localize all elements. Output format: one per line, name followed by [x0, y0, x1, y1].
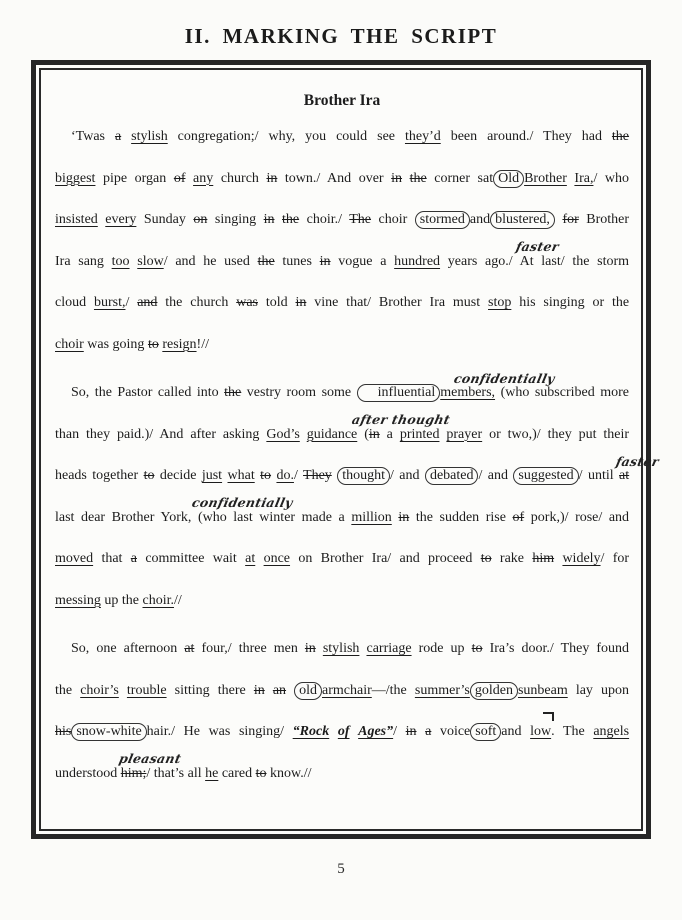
word: than they paid.)/ And after asking [55, 426, 260, 442]
underlined-word: low [530, 724, 551, 739]
word: on Brother Ira/ and proceed [298, 551, 473, 566]
underlined-word: too [111, 253, 130, 269]
word: voice [439, 724, 471, 739]
struck-word: to [255, 765, 267, 781]
word: his singing or the [519, 295, 630, 310]
struck-word: in [319, 253, 331, 269]
struck-word: of [173, 170, 186, 186]
word: the [55, 682, 73, 698]
word: pork,)/ rose/ and [530, 509, 630, 525]
underlined-word: they’d [404, 129, 441, 144]
struck-word: to [143, 468, 155, 483]
word: / [478, 468, 483, 483]
struck-word: in [253, 682, 265, 698]
underlined-word: summer’s [414, 682, 470, 698]
struck-word: at [184, 641, 195, 656]
struck-word: the [224, 385, 242, 400]
word: / [393, 724, 398, 739]
word: / [389, 468, 394, 483]
word: / that’s all [146, 765, 202, 781]
word: rake [499, 551, 524, 566]
word: and [487, 468, 508, 483]
word: vogue a [338, 253, 387, 269]
page-title: II. MARKING THE SCRIPT [184, 24, 498, 48]
word: decide [159, 468, 197, 483]
script-line [55, 241, 629, 283]
word: heads together [55, 468, 139, 483]
underlined-word: trouble [126, 682, 167, 698]
word: committee wait [145, 551, 237, 566]
script-content [41, 70, 661, 829]
word: understood [55, 765, 118, 781]
word: church [220, 170, 259, 186]
struck-word: in [368, 426, 380, 442]
underlined-word: slow [137, 253, 164, 269]
underlined-word: choir. [142, 592, 174, 608]
circled-word: suggested [513, 467, 578, 485]
underlined-word: messing [55, 592, 101, 608]
script-line [55, 753, 629, 795]
handwritten-note: pleasant [117, 751, 183, 766]
song-title-word: of [337, 724, 350, 739]
underlined-word: once [263, 551, 291, 566]
underlined-word: insisted [55, 212, 98, 227]
struck-word: in [304, 641, 316, 656]
word: cared [221, 765, 253, 781]
word: —/the [371, 682, 407, 698]
word: and [469, 212, 491, 227]
handwritten-note: confidentially [452, 370, 557, 386]
word: / [125, 295, 130, 310]
script-body [55, 116, 661, 794]
script-line [55, 538, 629, 580]
falling-inflection-mark [543, 712, 554, 721]
circled-word: snow-white [71, 723, 146, 741]
word: Ira sang [55, 253, 104, 269]
struck-word: to [480, 551, 492, 566]
word: tunes [282, 253, 312, 269]
underlined-word: prayer [446, 426, 483, 442]
underlined-word: widely [562, 551, 601, 566]
word: Ira’s door./ They found [489, 641, 630, 656]
script-line [55, 453, 661, 497]
word: ‘Twas [71, 129, 106, 144]
underlined-word: God’s [266, 426, 300, 442]
script-title: Brother Ira [303, 92, 381, 109]
word: the church [165, 295, 229, 310]
handwritten-note: faster [514, 239, 560, 254]
word: At faster [514, 239, 560, 269]
word: (who subscribed more [500, 385, 630, 400]
script-line [55, 497, 629, 539]
struck-word: in [405, 724, 417, 739]
struck-word: a [114, 129, 122, 144]
struck-word: and [137, 295, 158, 310]
underlined-word: resign [162, 336, 197, 352]
word: congregation;/ why, you could see [177, 129, 396, 144]
circled-word: old [294, 682, 322, 700]
circled-word: stormed [415, 211, 470, 229]
word: (who confidentially [190, 495, 295, 525]
underlined-word: at [245, 551, 256, 566]
struck-word: to [260, 468, 272, 483]
word: been around./ They had [450, 129, 602, 144]
word: ( after thought [350, 412, 452, 442]
word: last winter made a [233, 509, 345, 525]
circled-word: golden [470, 682, 518, 700]
word: last dear Brother York, [55, 509, 192, 525]
word: up the [104, 592, 139, 608]
underlined-word: Ira, [574, 170, 594, 186]
word: and [399, 468, 420, 483]
word: choir [378, 212, 408, 227]
struck-word: at [619, 468, 630, 483]
word: / for [600, 551, 630, 566]
word: vine that/ Brother Ira must [314, 295, 481, 310]
underlined-word: stylish [131, 129, 168, 144]
struck-word: an [272, 682, 287, 698]
script-line [55, 158, 629, 200]
word: Brother [586, 212, 630, 227]
handwritten-note: confidentially [190, 495, 295, 510]
struck-word: in [266, 170, 278, 186]
struck-word: his [55, 724, 72, 739]
underlined-word: burst, [93, 295, 126, 310]
word: rode up [418, 641, 465, 656]
word: and [501, 724, 522, 739]
song-title-word: Ages” [358, 724, 394, 739]
struck-word: for [562, 212, 579, 227]
underlined-word: printed [399, 426, 440, 442]
script-line [55, 372, 629, 414]
script-line [55, 670, 629, 712]
script-line [55, 711, 629, 753]
struck-word: in [391, 170, 403, 186]
struck-word: the [257, 253, 275, 269]
underlined-word: any [193, 170, 214, 186]
struck-word: in [263, 212, 275, 227]
underlined-word: angels [593, 724, 630, 739]
struck-word: a [130, 551, 137, 566]
word: / [578, 468, 583, 483]
underlined-word: stop [488, 295, 512, 310]
word: / [293, 468, 298, 483]
underlined-word: just [201, 468, 223, 483]
handwritten-note: faster [614, 453, 661, 469]
circled-word: blustered, [490, 211, 555, 229]
underlined-word: do. [276, 468, 294, 483]
word: vestry room some [246, 385, 352, 400]
word: town./ And over [284, 170, 384, 186]
word: or two,)/ they put their [489, 426, 630, 442]
underlined-word: hundred [394, 253, 441, 269]
circled-word: soft [470, 723, 501, 741]
word: Sunday [143, 212, 186, 227]
word: a [386, 426, 393, 442]
script-line [55, 580, 629, 622]
circled-word: debated [425, 467, 479, 485]
word: So, the Pastor called into [71, 385, 219, 400]
struck-word: to [147, 336, 159, 352]
word: the sudden rise [415, 509, 506, 525]
word: and he used [175, 253, 250, 269]
struck-word: in [398, 509, 410, 525]
struck-word: a [425, 724, 432, 739]
struck-word: the [409, 170, 427, 186]
circled-word: influential [357, 384, 441, 402]
word: . The [551, 724, 585, 739]
underlined-word: stylish [322, 641, 360, 656]
struck-word: the [282, 212, 300, 227]
underlined-word: moved [55, 551, 94, 566]
struck-word: in [295, 295, 307, 310]
underlined-word: armchair [322, 682, 372, 698]
word: until faster [587, 453, 661, 483]
word: that [101, 551, 123, 566]
word: cloud [55, 295, 87, 310]
word: pipe organ [103, 170, 167, 186]
script-line [55, 324, 629, 366]
word: corner sat [434, 170, 494, 186]
word: hair./ He was singing/ [146, 724, 285, 739]
struck-word: to [471, 641, 483, 656]
page-number: 5 [337, 861, 345, 877]
word: four,/ three men [201, 641, 298, 656]
word: years ago./ [447, 253, 513, 269]
underlined-word: million [351, 509, 392, 525]
underlined-word: guidance [306, 426, 358, 442]
struck-word: They [303, 468, 332, 483]
script-line [55, 282, 629, 324]
script-line [55, 116, 629, 158]
struck-word: of [512, 509, 525, 525]
underlined-word: choir’s [80, 682, 119, 698]
underlined-word: he [205, 765, 219, 781]
word: know.// [270, 765, 312, 781]
underlined-word: carriage [366, 641, 412, 656]
circled-word: thought [337, 467, 390, 485]
struck-word: him [532, 551, 555, 566]
struck-word: The [349, 212, 372, 227]
struck-word: the [611, 129, 630, 144]
underlined-word: choir [55, 336, 84, 352]
word: choir./ [306, 212, 342, 227]
word: / who [593, 170, 629, 186]
word: was going [87, 336, 145, 352]
script-box-inner-border [39, 68, 661, 831]
handwritten-note: after thought [350, 412, 452, 427]
underlined-word: sunbeam [517, 682, 568, 698]
script-line [55, 199, 629, 241]
word: / [163, 253, 168, 269]
circled-word: Old [493, 170, 524, 188]
word: told [265, 295, 288, 310]
underlined-word: what [227, 468, 255, 483]
script-line [55, 628, 629, 670]
word: So, one afternoon [71, 641, 178, 656]
word: singing [214, 212, 257, 227]
underlined-word: every [105, 212, 137, 227]
song-title-word: “Rock [292, 724, 330, 739]
underlined-word: biggest [55, 170, 96, 186]
struck-word: on [193, 212, 208, 227]
word: !// [196, 336, 209, 352]
word: // [174, 592, 182, 608]
underlined-word: members, confidentially [440, 385, 495, 400]
word: sitting there [174, 682, 246, 698]
word: lay upon [575, 682, 630, 698]
script-box-frame [31, 60, 661, 839]
underlined-word: Brother [524, 170, 567, 186]
struck-word: was [236, 295, 258, 310]
script-line [55, 414, 629, 456]
struck-word: him; pleasant [117, 751, 183, 781]
word: last/ the storm [541, 253, 630, 269]
